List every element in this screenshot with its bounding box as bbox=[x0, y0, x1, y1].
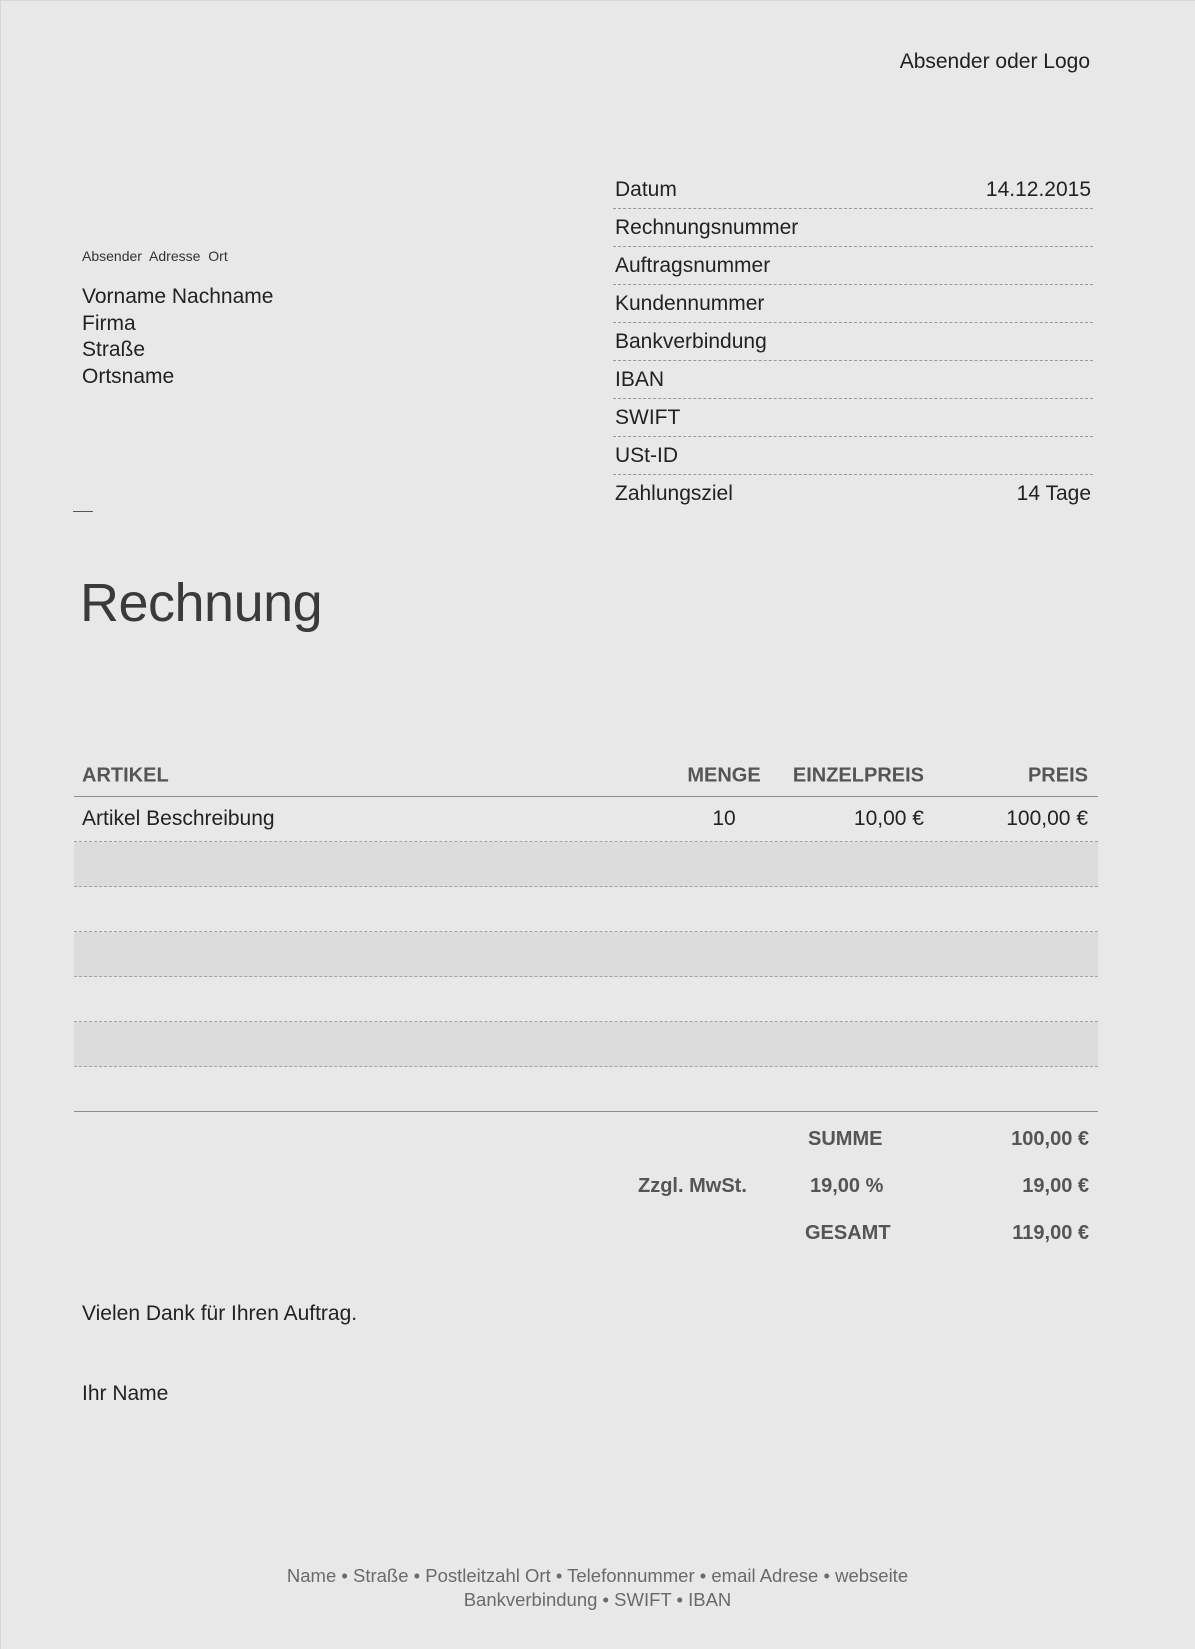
items-table-header bbox=[74, 750, 1098, 797]
mwst-label: Zzgl. MwSt. bbox=[638, 1175, 747, 1197]
footer-contact-line: Name • Straße • Postleitzahl Ort • Telefonnummer • email Adrese • webseite bbox=[286, 1565, 909, 1586]
totals-block bbox=[0, 1125, 1195, 1295]
header-einzelpreis: EINZELPREIS bbox=[792, 764, 924, 787]
mwst-rate: 19,00 % bbox=[810, 1175, 884, 1197]
footer bbox=[0, 1564, 1195, 1612]
info-row-kundennummer bbox=[613, 285, 1093, 323]
info-label: Bankverbindung bbox=[615, 329, 767, 353]
header-menge: MENGE bbox=[687, 764, 761, 787]
info-label: Kundennummer bbox=[615, 291, 765, 315]
header-preis: PREIS bbox=[1027, 764, 1088, 787]
table-row bbox=[74, 1067, 1098, 1112]
info-label: Datum bbox=[615, 177, 677, 201]
info-row-zahlungsziel bbox=[613, 475, 1093, 513]
info-row-datum bbox=[613, 171, 1093, 209]
table-row bbox=[74, 797, 1098, 842]
thank-you-note: Vielen Dank für Ihren Auftrag. bbox=[82, 1302, 358, 1325]
info-label: Rechnungsnummer bbox=[615, 215, 799, 239]
footer-bank-line: Bankverbindung • SWIFT • IBAN bbox=[463, 1589, 732, 1610]
info-label: Auftragsnummer bbox=[615, 253, 771, 277]
recipient-company: Firma bbox=[82, 311, 136, 335]
header-artikel: ARTIKEL bbox=[82, 764, 169, 787]
fold-mark bbox=[73, 511, 93, 512]
summe-value: 100,00 € bbox=[1011, 1128, 1089, 1150]
recipient-city: Ortsname bbox=[82, 364, 175, 388]
info-row-auftragsnummer bbox=[613, 247, 1093, 285]
sender-logo-placeholder: Absender oder Logo bbox=[899, 50, 1090, 73]
info-label: IBAN bbox=[615, 367, 665, 391]
gesamt-value: 119,00 € bbox=[1012, 1222, 1089, 1244]
table-row bbox=[74, 842, 1098, 887]
invoice-info-table bbox=[613, 171, 1093, 513]
items-table bbox=[74, 750, 1098, 1112]
info-value: 14.12.2015 bbox=[985, 177, 1091, 201]
signature-name: Ihr Name bbox=[82, 1382, 169, 1405]
info-label: USt-ID bbox=[615, 443, 678, 467]
cell-menge: 10 bbox=[712, 807, 736, 830]
info-row-rechnungsnummer bbox=[613, 209, 1093, 247]
recipient-street: Straße bbox=[82, 338, 146, 361]
info-row-ust-id bbox=[613, 437, 1093, 475]
info-row-iban bbox=[613, 361, 1093, 399]
gesamt-label: GESAMT bbox=[805, 1222, 891, 1244]
document-title: Rechnung bbox=[80, 573, 323, 633]
recipient-name: Vorname Nachname bbox=[82, 285, 274, 308]
table-row bbox=[74, 1022, 1098, 1067]
info-label: Zahlungsziel bbox=[615, 482, 733, 505]
recipient-address bbox=[82, 284, 273, 390]
summe-label: SUMME bbox=[808, 1128, 883, 1150]
sender-address-line: Absender Adresse Ort bbox=[82, 248, 228, 264]
table-row bbox=[74, 932, 1098, 977]
mwst-value: 19,00 € bbox=[1022, 1175, 1089, 1197]
info-value: 14 Tage bbox=[1016, 482, 1091, 505]
cell-artikel: Artikel Beschreibung bbox=[82, 807, 275, 830]
info-row-bankverbindung bbox=[613, 323, 1093, 361]
cell-einzelpreis: 10,00 € bbox=[853, 807, 924, 830]
table-row bbox=[74, 887, 1098, 932]
info-row-swift bbox=[613, 399, 1093, 437]
cell-preis: 100,00 € bbox=[1006, 807, 1088, 830]
info-label: SWIFT bbox=[615, 405, 681, 429]
table-row bbox=[74, 977, 1098, 1022]
